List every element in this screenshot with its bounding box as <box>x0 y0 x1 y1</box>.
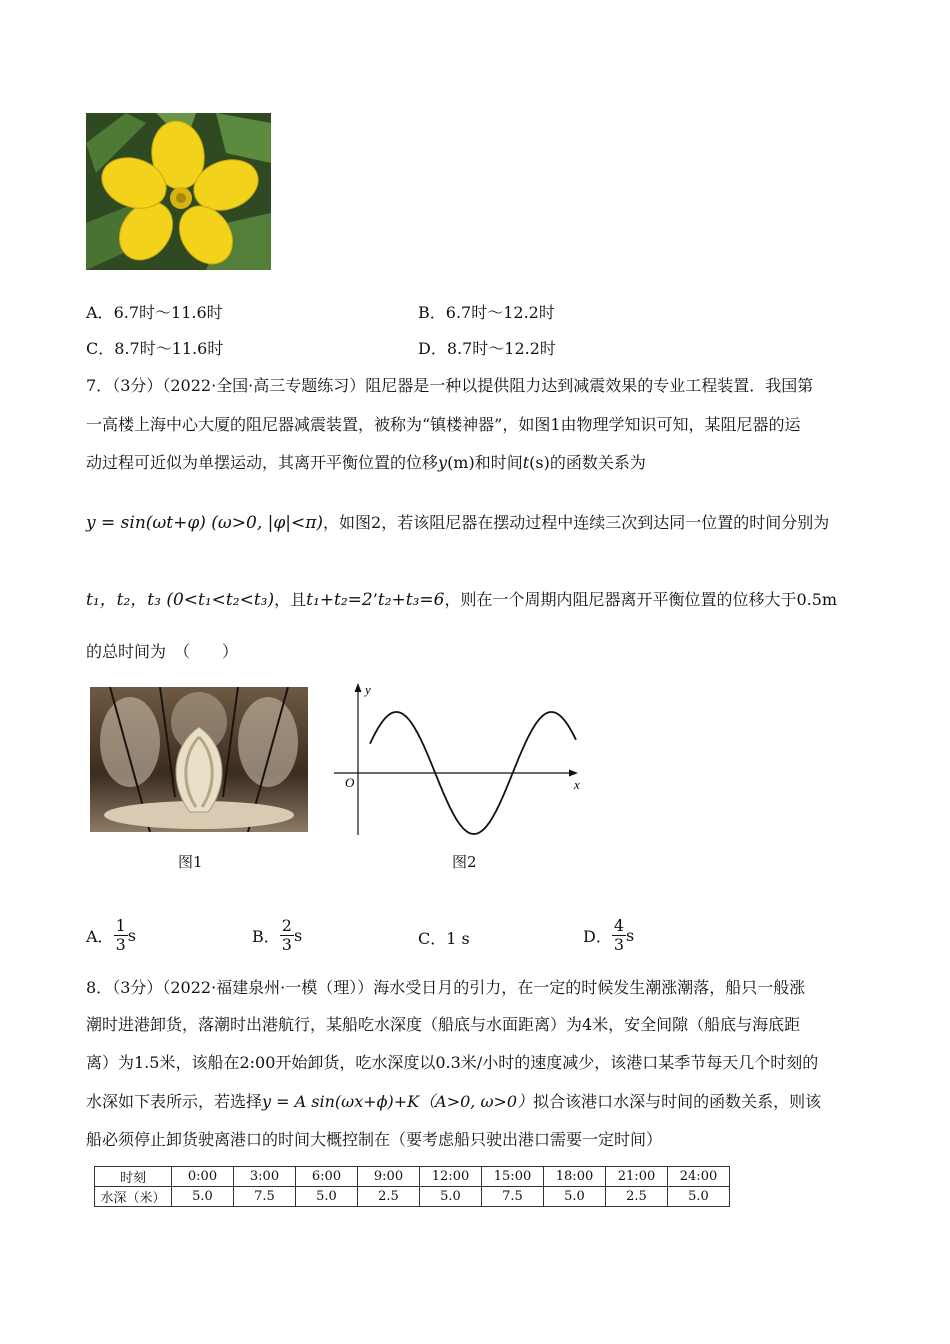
q7-line-2: 一高楼上海中心大厦的阻尼器减震装置，被称为“镇楼神器”，如图1由物理学知识可知，某阻尼器的运 <box>86 415 801 434</box>
table-header-cell: 12:00 <box>420 1167 482 1187</box>
q7-times: t₁，t₂，t₃ (0<t₁<t₂<t₃) <box>86 590 275 610</box>
q7-line-1: 7．（3分）（2022·全国·高三专题练习）阻尼器是一种以提供阻力达到减震效果的专业工程装置．我国第 <box>86 376 814 395</box>
q8-score: （3分） <box>112 978 163 997</box>
q7-option-b[interactable]: B． $\frac{2}{3}$ s <box>252 916 303 954</box>
q8-formula: y = A sin(ωx+ϕ)+K（A>0, ω>0） <box>262 1092 534 1111</box>
table-cell: 5.0 <box>296 1187 358 1207</box>
table-cell: 7.5 <box>234 1187 296 1207</box>
tide-table <box>94 1166 730 1207</box>
q8-line-4: 水深如下表所示，若选择y = A sin(ωx+ϕ)+K（A>0, ω>0）拟合该港口水深与时间的函数关系，则该 <box>86 1092 822 1111</box>
sine-graph <box>330 680 590 840</box>
flower-illustration <box>86 113 271 270</box>
q6-option-a[interactable]: A．6.7时～11.6时 <box>86 303 223 322</box>
table-header-cell: 24:00 <box>668 1167 730 1187</box>
q8-line-1: 8．（3分）（2022·福建泉州·一模（理））海水受日月的引力，在一定的时候发生潮涨潮落，船只一般涨 <box>86 978 806 997</box>
q7-line-3: 动过程可近似为单摆运动，其离开平衡位置的位移y(m)和时间t(s)的函数关系为 <box>86 453 646 472</box>
damper-illustration <box>90 687 308 832</box>
q7-number: 7． <box>86 376 113 395</box>
q6-option-c[interactable]: C．8.7时～11.6时 <box>86 339 224 358</box>
q7-eq1: t₁+t₂=2 <box>306 590 373 610</box>
flower-image <box>86 113 271 270</box>
table-cell: 5.0 <box>544 1187 606 1207</box>
table-cell: 2.5 <box>358 1187 420 1207</box>
q8-line-5: 船必须停止卸货驶离港口的时间大概控制在（要考虑船只驶出港口需要一定时间） <box>86 1130 663 1149</box>
table-header-cell: 21:00 <box>606 1167 668 1187</box>
table-row <box>95 1167 730 1187</box>
fig2-caption: 图2 <box>452 853 477 871</box>
y-axis-arrow <box>355 683 362 692</box>
sine-graph-svg <box>330 680 590 840</box>
q7-line-5: t₁，t₂，t₃ (0<t₁<t₂<t₃)，且t₁+t₂=2’t₂+t₃=6，则在一个周期内阻尼器离开平衡位置的位移大于0.5m <box>86 590 838 610</box>
fig1-caption: 图1 <box>178 853 203 871</box>
table-header-cell: 0:00 <box>172 1167 234 1187</box>
table-cell: 5.0 <box>668 1187 730 1207</box>
x-axis-label: x <box>574 777 580 792</box>
table-cell: 2.5 <box>606 1187 668 1207</box>
q7-option-c[interactable]: C．1 s <box>418 929 470 948</box>
q6-option-b[interactable]: B．6.7时～12.2时 <box>418 303 555 322</box>
q7-option-a[interactable]: A． $\frac{1}{3}$ s <box>86 916 136 954</box>
q6-option-d[interactable]: D．8.7时～12.2时 <box>418 339 556 358</box>
q7-eq2: t₂+t₃=6 <box>377 590 445 610</box>
table-cell: 5.0 <box>420 1187 482 1207</box>
q7-line-4: y = sin(ωt+φ) (ω>0, |φ|<π)，如图2，若该阻尼器在摆动过程中连续三次到达同一位置的时间分别为 <box>86 513 830 533</box>
q8-line-2: 潮时进港卸货，落潮时出港航行，某船吃水深度（船底与水面距离）为4米，安全间隙（船底与海底距 <box>86 1015 801 1034</box>
table-row <box>95 1187 730 1207</box>
fraction: $\frac{1}{3}$ <box>115 916 126 954</box>
table-header-cell: 6:00 <box>296 1167 358 1187</box>
q7-line-6: 的总时间为 （ ） <box>86 642 239 661</box>
q7-source: （2022·全国·高三专题练习） <box>162 376 366 395</box>
table-header-cell: 3:00 <box>234 1167 296 1187</box>
x-axis-arrow <box>569 770 578 777</box>
fraction: $\frac{4}{3}$ <box>613 916 625 954</box>
origin-label: O <box>345 775 355 790</box>
damper-image <box>90 687 308 832</box>
tide-table-wrapper <box>94 1166 730 1207</box>
fraction: $\frac{2}{3}$ <box>281 916 292 954</box>
y-axis-label: y <box>365 682 371 697</box>
table-row-label: 水深（米） <box>95 1187 172 1207</box>
q7-option-d[interactable]: D． $\frac{4}{3}$ s <box>583 916 635 954</box>
q8-number: 8． <box>86 978 113 997</box>
q8-source: （2022·福建泉州·一模（理）） <box>162 978 374 997</box>
table-header-cell: 18:00 <box>544 1167 606 1187</box>
table-header-cell: 15:00 <box>482 1167 544 1187</box>
q7-formula: y = sin(ωt+φ) (ω>0, |φ|<π) <box>86 513 324 533</box>
table-cell: 7.5 <box>482 1187 544 1207</box>
table-cell: 5.0 <box>172 1187 234 1207</box>
q8-line-3: 离）为1.5米，该船在2:00开始卸货，吃水深度以0.3米/小时的速度减少，该港口某季节每天几个时刻的 <box>86 1053 819 1072</box>
table-header-cell: 时刻 <box>95 1167 172 1187</box>
q7-score: （3分） <box>112 376 163 395</box>
table-header-cell: 9:00 <box>358 1167 420 1187</box>
